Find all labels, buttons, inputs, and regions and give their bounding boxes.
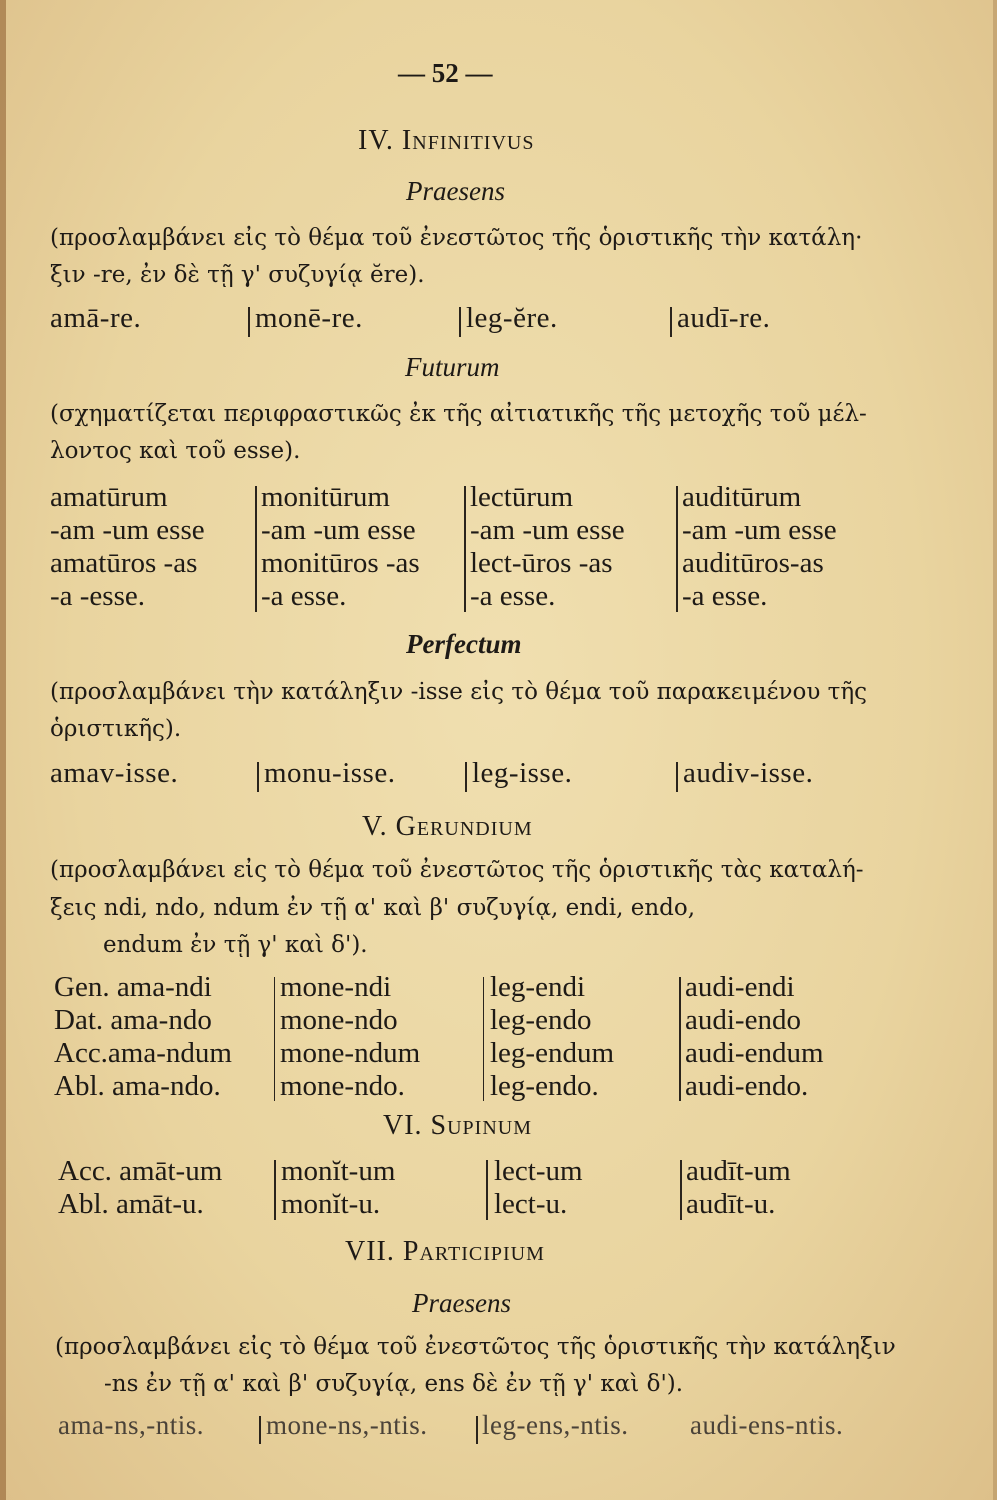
futurum-form: -a esse. (470, 580, 556, 612)
gerundium-form: audi-endi (685, 971, 795, 1003)
page-binding-edge (0, 0, 6, 1500)
column-divider (274, 1160, 276, 1220)
column-divider (676, 486, 678, 612)
infinitive-perfectum-4: audiv-isse. (683, 757, 814, 789)
gerundium-form: audi-endo. (685, 1070, 809, 1102)
gerundium-column-4 (685, 971, 824, 1103)
infinitive-praesens-2: monē-re. (255, 302, 363, 334)
column-divider (259, 1416, 261, 1444)
gerundium-form: audi-endum (685, 1037, 824, 1069)
supinum-form: monĭt-um (281, 1155, 396, 1187)
section-title-participium: VII. Participium (345, 1236, 545, 1267)
futurum-form: -am -um esse (261, 514, 416, 546)
column-divider (670, 307, 672, 337)
futurum-form: -a -esse. (50, 580, 146, 612)
section-title-supinum: VI. Supinum (383, 1110, 533, 1141)
column-divider (248, 307, 250, 337)
column-divider (274, 977, 275, 1101)
supinum-column-2 (281, 1155, 395, 1221)
infinitive-perfectum-2: monu-isse. (264, 757, 396, 789)
column-divider (476, 1416, 478, 1444)
supinum-form: lect-um (494, 1155, 583, 1187)
futurum-form: -am -um esse (50, 514, 205, 546)
page-right-edge (993, 0, 997, 1500)
supinum-form: audīt-u. (686, 1188, 776, 1220)
gerundium-form: leg-endo (490, 1004, 592, 1036)
column-divider (680, 1160, 682, 1220)
page-number: — 52 — (398, 58, 493, 88)
futurum-form: auditūrum (682, 481, 802, 513)
gerundium-form: leg-endo. (490, 1070, 599, 1102)
column-divider (486, 1160, 488, 1220)
futurum-form: lect-ūros -as (470, 547, 613, 579)
gerundium-form: mone-ndi (280, 971, 392, 1003)
column-divider (676, 762, 678, 792)
infinitive-perfectum-3: leg-isse. (472, 757, 573, 789)
supinum-form: Abl. amāt-u. (58, 1188, 204, 1220)
column-divider (464, 486, 466, 612)
infinitive-praesens-3: leg-ĕre. (466, 302, 558, 334)
column-divider (255, 486, 257, 612)
note-gerundium-line3: endum ἐν τῇ γ' καὶ δ'). (103, 932, 368, 958)
supinum-column-1 (58, 1155, 222, 1221)
infinitive-perfectum-1: amav-isse. (50, 757, 179, 789)
futurum-form: -a esse. (261, 580, 347, 612)
gerundium-column-1 (54, 971, 232, 1103)
section-title-gerundium: V. Gerundium (362, 811, 533, 842)
gerundium-column-2 (280, 971, 420, 1103)
subtitle-perfectum: Perfectum (406, 629, 522, 659)
gerundium-column-3 (490, 971, 614, 1103)
note-praesens-line2: ξιν -re, ἐν δὲ τῇ γ' συζυγίᾳ ĕre). (50, 262, 425, 288)
participle-form-1: ama-ns,-ntis. (58, 1410, 204, 1440)
gerundium-form: mone-ndum (280, 1037, 421, 1069)
gerundium-form: Dat. ama-ndo (54, 1004, 212, 1036)
infinitive-praesens-1: amā-re. (50, 302, 142, 334)
section-title-infinitivus: IV. Infinitivus (358, 125, 535, 156)
supinum-form: audīt-um (686, 1155, 791, 1187)
participle-form-3: leg-ens,-ntis. (482, 1410, 629, 1440)
note-futurum-line1: (σχηματίζεται περιφραστικῶς ἐκ τῆς αἰτιατικῆς τῆς μετοχῆς τοῦ μέλ- (50, 401, 867, 427)
gerundium-form: Gen. ama-ndi (54, 971, 212, 1003)
subtitle-praesens: Praesens (406, 176, 505, 206)
column-divider (257, 762, 259, 792)
futurum-form: -am -um esse (470, 514, 625, 546)
note-gerundium-line1: (προσλαμβάνει εἰς τὸ θέμα τοῦ ἐνεστῶτος τῆς ὁριστικῆς τὰς καταλή- (50, 857, 864, 883)
supinum-column-3 (494, 1155, 583, 1221)
gerundium-form: mone-ndo. (280, 1070, 405, 1102)
gerundium-form: mone-ndo (280, 1004, 398, 1036)
gerundium-form: audi-endo (685, 1004, 801, 1036)
column-divider (483, 977, 484, 1101)
column-divider (679, 977, 681, 1101)
futurum-form: amatūros -as (50, 547, 198, 579)
futurum-form: auditūros-as (682, 547, 824, 579)
subtitle-participium-praesens: Praesens (412, 1288, 511, 1318)
futurum-form: lectūrum (470, 481, 574, 513)
participle-form-2: mone-ns,-ntis. (266, 1410, 428, 1440)
futurum-form: monitūrum (261, 481, 390, 513)
note-praesens-line1: (προσλαμβάνει εἰς τὸ θέμα τοῦ ἐνεστῶτος τῆς ὁριστικῆς τὴν κατάλη· (50, 225, 863, 251)
gerundium-form: leg-endum (490, 1037, 615, 1069)
column-divider (459, 307, 461, 337)
supinum-form: Acc. amāt-um (58, 1155, 223, 1187)
supinum-column-4 (686, 1155, 791, 1221)
note-participium-line1: (προσλαμβάνει εἰς τὸ θέμα τοῦ ἐνεστῶτος τῆς ὁριστικῆς τὴν κατάληξιν (55, 1334, 896, 1360)
participle-form-4: audi-ens-ntis. (690, 1410, 844, 1440)
futurum-column-2 (261, 481, 420, 613)
gerundium-form: Abl. ama-ndo. (54, 1070, 221, 1102)
futurum-column-1 (50, 481, 205, 613)
gerundium-form: leg-endi (490, 971, 586, 1003)
note-futurum-line2: λοντος καὶ τοῦ esse). (50, 438, 301, 464)
gerundium-form: Acc.ama-ndum (54, 1037, 232, 1069)
infinitive-praesens-4: audī-re. (677, 302, 771, 334)
subtitle-futurum: Futurum (405, 352, 500, 382)
supinum-form: lect-u. (494, 1188, 568, 1220)
note-participium-line2: -ns ἐν τῇ α' καὶ β' συζυγίᾳ, ens δὲ ἐν τῇ γ' καὶ δ'). (104, 1371, 684, 1397)
note-gerundium-line2: ξεις ndi, ndo, ndum ἐν τῇ α' καὶ β' συζυγίᾳ, endi, endo, (50, 895, 696, 921)
supinum-form: monĭt-u. (281, 1188, 381, 1220)
note-perfectum-line1: (προσλαμβάνει τὴν κατάληξιν -isse εἰς τὸ θέμα τοῦ παρακειμένου τῆς (50, 679, 868, 705)
futurum-form: -am -um esse (682, 514, 837, 546)
futurum-form: amatūrum (50, 481, 168, 513)
futurum-form: monitūros -as (261, 547, 420, 579)
futurum-form: -a esse. (682, 580, 768, 612)
column-divider (465, 762, 467, 792)
note-perfectum-line2: ὁριστικῆς). (50, 716, 182, 742)
futurum-column-4 (682, 481, 837, 613)
futurum-column-3 (470, 481, 625, 613)
